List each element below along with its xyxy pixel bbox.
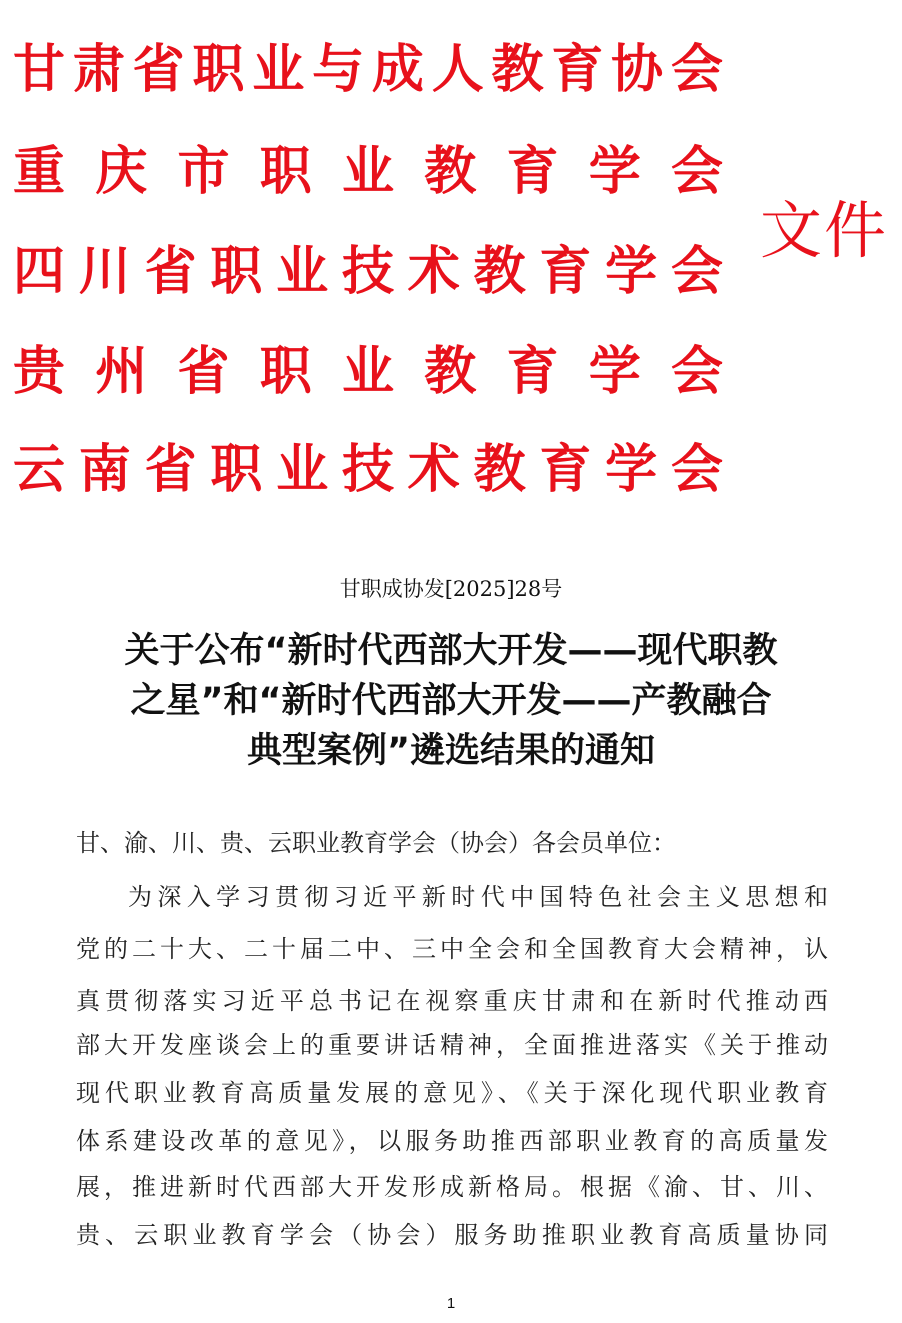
- issuer-char: 省: [177, 342, 230, 402]
- issuer-char: 职: [210, 242, 263, 302]
- issuer-char: 育: [551, 40, 604, 100]
- issuer-char: 肃: [72, 40, 125, 100]
- issuer-char: 术: [407, 440, 460, 500]
- issuer-char: 成: [371, 40, 424, 100]
- issuer-char: 会: [670, 142, 723, 202]
- issuer-char: 教: [473, 242, 526, 302]
- body-line: 党的二十大、二十届二中、三中全会和全国教育大会精神，认: [76, 935, 828, 963]
- issuer-char: 会: [670, 40, 723, 100]
- title-line: 之星”和“新时代西部大开发——产教融合: [130, 681, 772, 721]
- issuer-char: 职: [192, 40, 245, 100]
- issuer-char: 省: [144, 242, 197, 302]
- issuer-char: 育: [506, 342, 559, 402]
- issuer-char: 协: [611, 40, 664, 100]
- issuer-char: 四: [12, 242, 65, 302]
- issuer-char: 育: [506, 142, 559, 202]
- issuer-char: 贵: [12, 342, 65, 402]
- issuer-line: [12, 442, 724, 498]
- issuer-char: 庆: [95, 142, 148, 202]
- issuer-char: 重: [12, 142, 65, 202]
- doc-type-label: 文件: [760, 194, 889, 267]
- body-line: 展，推进新时代西部大开发形成新格局。根据《渝、甘、川、: [76, 1173, 828, 1201]
- issuer-char: 川: [78, 242, 131, 302]
- issuer-char: 市: [177, 142, 230, 202]
- issuer-char: 业: [341, 142, 394, 202]
- issuer-char: 教: [473, 440, 526, 500]
- issuer-char: 学: [588, 142, 641, 202]
- issuer-char: 州: [95, 342, 148, 402]
- issuer-char: 育: [539, 440, 592, 500]
- issuer-char: 职: [259, 142, 312, 202]
- issuer-char: 职: [259, 342, 312, 402]
- issuer-char: 教: [491, 40, 544, 100]
- issuer-line: [12, 42, 724, 98]
- issuer-char: 会: [670, 440, 723, 500]
- doc-number: 甘职成协发[2025]28号: [339, 577, 563, 601]
- issuer-char: 南: [78, 440, 131, 500]
- issuer-char: 业: [252, 40, 305, 100]
- issuer-char: 省: [132, 40, 185, 100]
- issuer-char: 育: [539, 242, 592, 302]
- issuer-char: 学: [605, 242, 658, 302]
- body-line: 体系建设改革的意见》，以服务助推西部职业教育的高质量发: [76, 1127, 828, 1155]
- issuer-line: [12, 244, 724, 300]
- issuer-char: 会: [670, 342, 723, 402]
- title-line: 典型案例”遴选结果的通知: [246, 731, 655, 771]
- issuer-char: 术: [407, 242, 460, 302]
- page-number: 1: [446, 1295, 456, 1312]
- body-line: 为深入学习贯彻习近平新时代中国特色社会主义思想和: [128, 883, 828, 911]
- issuer-char: 教: [424, 142, 477, 202]
- issuer-char: 云: [12, 440, 65, 500]
- issuer-char: 业: [276, 242, 329, 302]
- issuer-char: 与: [312, 40, 365, 100]
- body-line: 现代职业教育高质量发展的意见》、《关于深化现代职业教育: [76, 1079, 828, 1107]
- body-line: 贵、云职业教育学会（协会）服务助推职业教育高质量协同: [76, 1221, 828, 1249]
- issuer-char: 学: [588, 342, 641, 402]
- issuer-char: 学: [605, 440, 658, 500]
- issuer-line: [12, 144, 724, 200]
- issuer-char: 甘: [12, 40, 65, 100]
- issuer-char: 省: [144, 440, 197, 500]
- body-line: 真贯彻落实习近平总书记在视察重庆甘肃和在新时代推动西: [76, 987, 828, 1015]
- issuer-char: 人: [431, 40, 484, 100]
- issuer-char: 业: [341, 342, 394, 402]
- issuer-char: 技: [341, 242, 394, 302]
- issuer-char: 业: [276, 440, 329, 500]
- body-line: 部大开发座谈会上的重要讲话精神，全面推进落实《关于推动: [76, 1031, 828, 1059]
- salutation: 甘、渝、川、贵、云职业教育学会（协会）各会员单位：: [76, 829, 676, 857]
- issuer-line: [12, 344, 724, 400]
- issuer-char: 职: [210, 440, 263, 500]
- title-line: 关于公布“新时代西部大开发——现代职教: [124, 631, 778, 671]
- issuer-char: 教: [424, 342, 477, 402]
- issuer-char: 会: [670, 242, 723, 302]
- issuer-char: 技: [341, 440, 394, 500]
